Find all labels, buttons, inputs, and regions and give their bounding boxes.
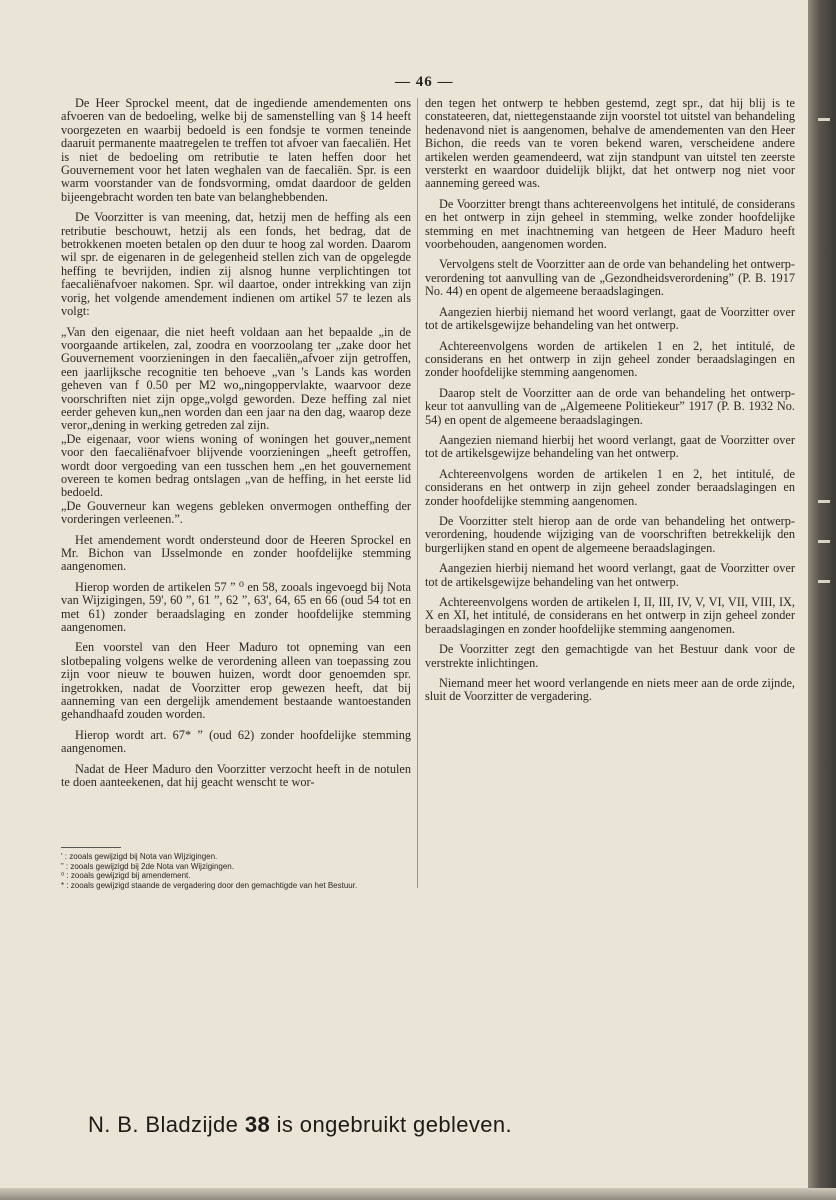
paragraph: Daarop stelt de Voorzitter aan de orde van behandeling het ontwerp-keur tot aanvulling van de „Algemeene Politiekeur” 1917 (P. B. 1932 No. 54) en opent de algemeene beraadslagingen.: [425, 385, 795, 427]
paragraph: Aangezien niemand hierbij het woord verlangt, gaat de Voorzitter over tot de artikelsgewijze behandeling van het ontwerp.: [425, 432, 795, 461]
footnote: ⁰ : zooals gewijzigd bij amendement.: [61, 871, 191, 880]
nb-prefix: N. B. Bladzijde: [88, 1112, 239, 1137]
nb-page-number: 38: [244, 1112, 271, 1137]
quote-paragraph: „De eigenaar, voor wiens woning of woningen het gouver„nement voor den faecaliënafvoer blijvende voorzieningen „heeft getroffen, wordt door vergoeding van een tusschen hem „en het gouvernement overeen te komen bedrag ontslagen „van de heffing, in het eerste lid bedoeld.: [61, 431, 411, 500]
paragraph: Achtereenvolgens worden de artikelen 1 en 2, het intitulé, de considerans en het ontwerp in zijn geheel zonder beraadslagingen en zonder hoofdelijke stemming aangenomen.: [425, 466, 795, 508]
footnotes: [61, 852, 411, 890]
footnote: ' : zooals gewijzigd bij Nota van Wijzigingen.: [61, 852, 218, 861]
paragraph: Vervolgens stelt de Voorzitter aan de orde van behandeling het ontwerp-verordening tot aanvulling van de „Gezondheidsverordening” (P. B. 1917 No. 44) en opent de algemeene beraadslagingen.: [425, 257, 795, 299]
paragraph: Aangezien hierbij niemand het woord verlangt, gaat de Voorzitter over tot de artikelsgewijze behandeling van het ontwerp.: [425, 304, 795, 333]
footnote: * : zooals gewijzigd staande de vergadering door den gemachtigde van het Bestuur.: [61, 880, 358, 890]
paragraph: Hierop wordt art. 67* ” (oud 62) zonder hoofdelijke stemming aangenomen.: [61, 727, 411, 756]
edge-mark: [818, 540, 830, 543]
paragraph: Niemand meer het woord verlangende en niets meer aan de orde zijnde, sluit de Voorzitter de vergadering.: [425, 676, 795, 704]
paragraph: Het amendement wordt ondersteund door de Heeren Sprockel en Mr. Bichon van IJsselmonde en zonder hoofdelijke stemming aangenomen.: [61, 532, 411, 574]
quote-paragraph: „De Gouverneur kan wegens gebleken onvermogen ontheffing der vorderingen verleenen.”.: [61, 498, 411, 527]
paragraph: Achtereenvolgens worden de artikelen I, II, III, IV, V, VI, VII, VIII, IX, X en XI, het intitulé, de considerans en het ontwerp in zijn geheel zonder beraadslagingen en zonder hoofdelijke stemming aangenomen.: [425, 595, 795, 636]
footnote: ” : zooals gewijzigd bij 2de Nota van Wijzigingen.: [61, 861, 234, 871]
paragraph: De Voorzitter is van meening, dat, hetzij men de heffing als een retributie beschouwt, hetzij als een fonds, het bedrag, dat de betrokkenen moeten betalen op den duur te hoog zal worden. Daarom wil spr. de eigenaren in de gelegenheid stellen zich van de opgelegde heffing te bevrijden, indien zij alsnog hunne verplichtingen tot faecaliënafvoer nakomen. Spr. wil daartoe, onder intrekking van zijn vorig, het volgende amendement indienen om artikel 57 te lezen als volgt:: [61, 210, 411, 319]
paragraph: Achtereenvolgens worden de artikelen 1 en 2, het intitulé, de considerans en het ontwerp in zijn geheel zonder beraadslagingen en zonder hoofdelijke stemming aangenomen.: [425, 338, 795, 380]
paragraph: De Voorzitter brengt thans achtereenvolgens het intitulé, de considerans en het ontwerp in zijn geheel in stemming, welke zonder hoofdelijke stemming en met inachtneming van hetgeen de Heer Maduro heeft voorbehouden, aangenomen worden.: [425, 196, 795, 252]
nb-suffix: is ongebruikt gebleven.: [276, 1112, 513, 1137]
paragraph: Hierop worden de artikelen 57 ” ⁰ en 58, zooals ingevoegd bij Nota van Wijzigingen, 59', 60 ”, 61 ”, 62 ”, 63', 64, 65 en 66 (oud 54 tot en met 61) zonder beraadslaging en zonder hoofdelijke stemming aangenomen.: [61, 579, 411, 635]
left-column: [61, 97, 411, 797]
page-number: — 46 —: [395, 74, 454, 90]
adjacent-page-edge: [808, 0, 836, 1200]
paragraph: De Heer Sprockel meent, dat de ingediende amendementen ons afvoeren van de bedoeling, welke bij de samenstelling van § 14 heeft voorgezeten en waarbij bedoeld is een fondsje te vormen teneinde daaruit permanente maatregelen te treffen tot afvoer van faecaliën. Het is niet de bedoeling om retributie te laten heffen door het Gouvernement voor het laten weghalen van de faecaliën. Spr. is een warm voorstander van de fondsvorming, omdat daardoor de gelden bijeengebracht worden ten bate van belanghebbenden.: [61, 96, 411, 204]
footnote-rule: [61, 847, 121, 848]
right-column: [425, 97, 795, 711]
paragraph: Nadat de Heer Maduro den Voorzitter verzocht heeft in de notulen te doen aanteekenen, dat hij geacht wenscht te wor-: [61, 761, 411, 790]
amendment-quote: [61, 326, 411, 527]
paragraph: Een voorstel van den Heer Maduro tot opneming van een slotbepaling volgens welke de verordening alleen van toepassing zou zijn voor nieuw te bouwen huizen, wordt door genoemden spr. ingetrokken, nadat de Voorzitter erop gewezen heeft, dat bij aanneming van een dergelijk amendement bestaande wantoestanden gehandhaafd zouden worden.: [61, 640, 411, 722]
paragraph: Aangezien hierbij niemand het woord verlangt, gaat de Voorzitter over tot de artikelsgewijze behandeling van het ontwerp.: [425, 561, 795, 589]
nb-note: [88, 1112, 512, 1138]
paragraph: den tegen het ontwerp te hebben gestemd, zegt spr., dat hij blij is te constateeren, dat, niettegenstaande zijn voorstel tot uitstel van behandeling hedenavond niet is aangenomen, behalve de amendementen van den Heer Bichon, die reeds van te voren bekend waren, verscheidene andere artikelen werden geamendeerd, wat zijn standpunt van uitstel ten zeerste versterkt en waardoor duidelijk blijkt, dat het ontwerp nog niet voor aanneming gereed was.: [425, 96, 795, 191]
paragraph: De Voorzitter zegt den gemachtigde van het Bestuur dank voor de verstrekte inlichtingen.: [425, 642, 795, 670]
edge-mark: [818, 118, 830, 121]
page-bottom-edge: [0, 1188, 836, 1200]
edge-mark: [818, 500, 830, 503]
edge-mark: [818, 580, 830, 583]
quote-paragraph: „Van den eigenaar, die niet heeft voldaan aan het bepaalde „in de voorgaande artikelen, zal, zoodra en voorzoolang ter „zake door het Gouvernement voorzieningen in den faecaliën„afvoer zijn getroffen, een jaarlijksche recognitie ten behoeve „van 's Lands kas worden geheven van f 0.50 per M2 wo„ningoppervlakte, waarvoor deze voorschriften niet zijn opge„volgd geworden. Deze heffing zal niet eerder geheven kun„nen worden dan een jaar na den dag, waarop deze veror„dening in werking getreden zal zijn.: [61, 324, 411, 433]
paragraph: De Voorzitter stelt hierop aan de orde van behandeling het ontwerp-verordening, houdende wijziging van de voorschriften betrekkelijk den burgerlijken stand en opent de algemeene beraadslagingen.: [425, 513, 795, 555]
column-divider: [417, 98, 418, 888]
